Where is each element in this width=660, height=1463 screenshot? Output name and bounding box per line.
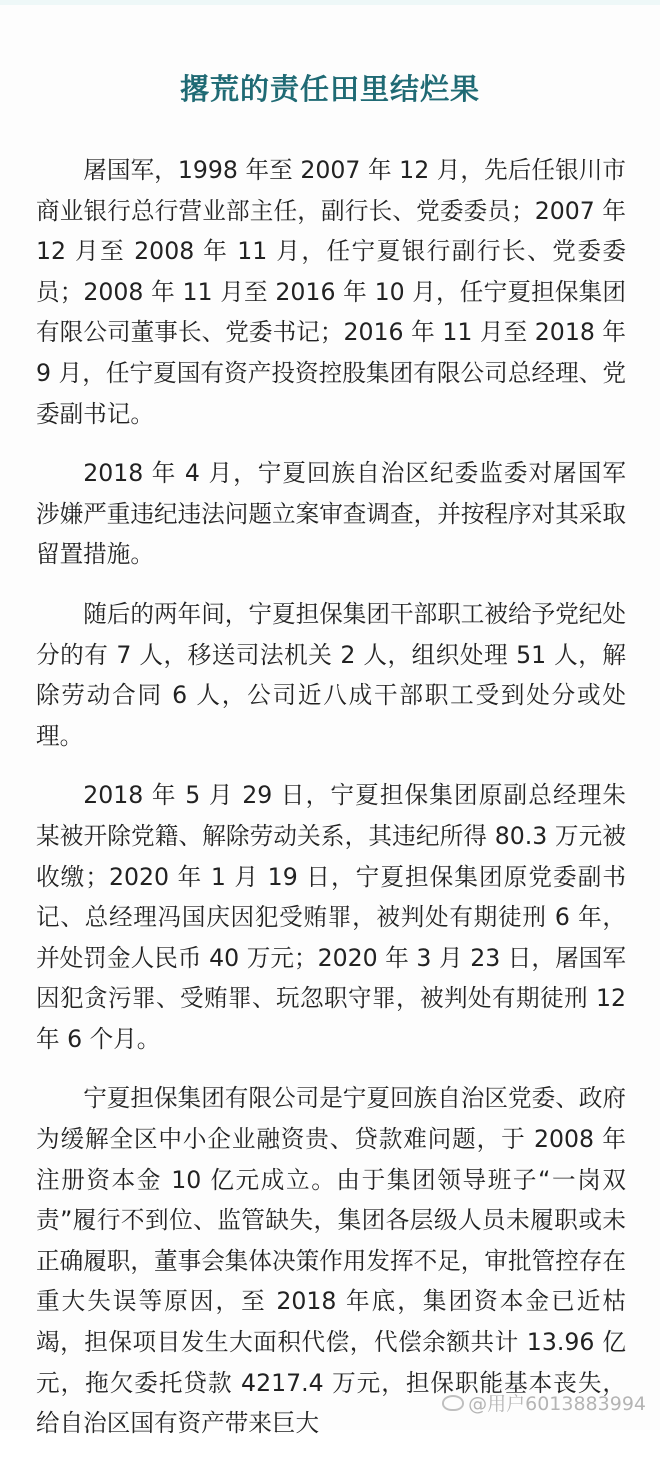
paragraph: 屠国军，1998 年至 2007 年 12 月，先后任银川市商业银行总行营业部主任，副行长、党委委员；2007 年 12 月至 2008 年 11 月，任宁夏银行副行长、党委委员；2008 年 11 月至 2016 年 10 月，任宁夏担保集团有限公司董事长、党委书记；2016 年 11 月至 2018 年 9 月，任宁夏国有资产投资控股集团有限公司总经理、党委副书记。	[36, 156, 626, 428]
article-body	[36, 150, 626, 1463]
weibo-icon	[442, 1395, 464, 1411]
watermark-text: @用户6013883994	[468, 1393, 646, 1415]
article-page	[0, 5, 660, 1438]
paragraph: 2018 年 5 月 29 日，宁夏担保集团原副总经理朱某被开除党籍、解除劳动关系，其违纪所得 80.3 万元被收缴；2020 年 1 月 19 日，宁夏担保集团原党委副书记、总经理冯国庆因犯受贿罪，被判处有期徒刑 6 年，并处罚金人民币 40 万元；2020 年 3 月 23 日，屠国军因犯贪污罪、受贿罪、玩忽职守罪，被判处有期徒刑 12 年 6 个月。	[36, 781, 626, 1053]
article-title: 撂荒的责任田里结烂果	[179, 72, 480, 106]
paragraph: 宁夏担保集团有限公司是宁夏回族自治区党委、政府为缓解全区中小企业融资贵、贷款难问题，于 2008 年注册资本金 10 亿元成立。由于集团领导班子“一岗双责”履行不到位、监管缺失，集团各层级人员未履职或未正确履职，董事会集体决策作用发挥不足，审批管控存在重大失误等原因，至 2018 年底，集团资本金已近枯竭，担保项目发生大面积代偿，代偿余额共计 13.96 亿元，拖欠委托贷款 4217.4 万元，担保职能基本丧失，给自治区国有资产带来巨大	[36, 1084, 626, 1438]
watermark	[442, 1389, 646, 1416]
paragraph: 随后的两年间，宁夏担保集团干部职工被给予党纪处分的有 7 人，移送司法机关 2 人，组织处理 51 人，解除劳动合同 6 人，公司近八成干部职工受到处分或处理。	[36, 599, 626, 750]
paragraph: 2018 年 4 月，宁夏回族自治区纪委监委对屠国军涉嫌严重违纪违法问题立案审查调查，并按程序对其采取留置措施。	[36, 459, 626, 569]
